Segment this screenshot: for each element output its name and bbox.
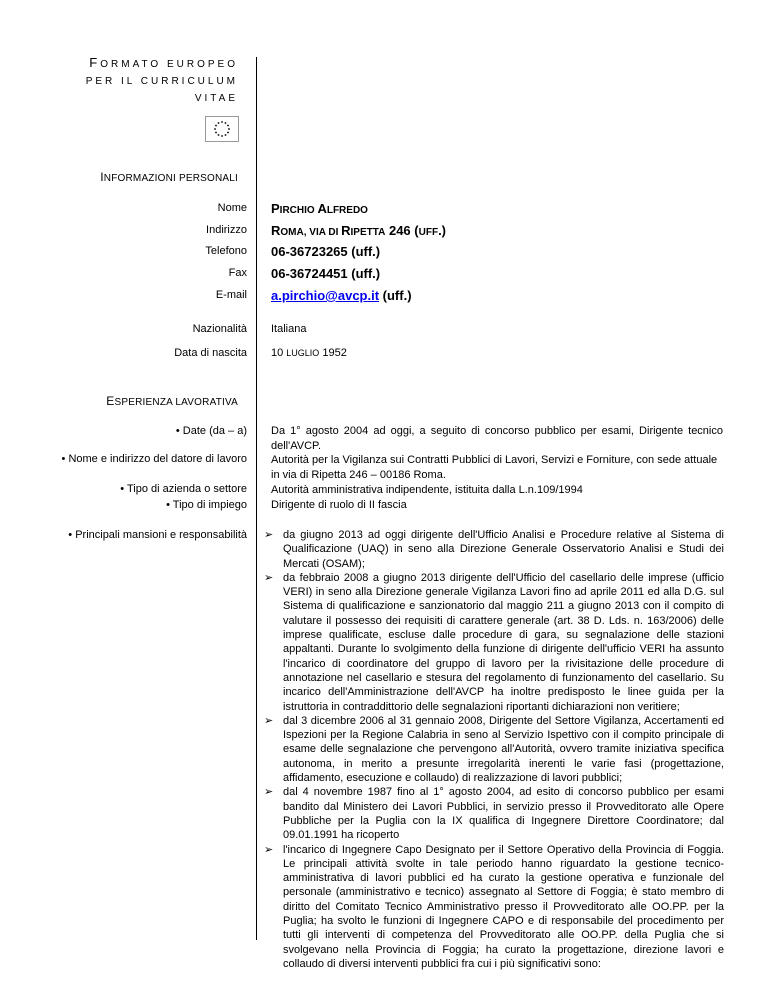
value-nazionalita: Italiana [271,323,307,335]
arrowhead-bullet-icon: ➢ [264,529,274,541]
label-mansioni: • Principali mansioni e responsabilità [68,529,247,541]
label-datore: • Nome e indirizzo del datore di lavoro [61,453,247,465]
column-divider [256,57,257,940]
value-data-nascita: 10 LUGLIO 1952 [271,347,347,359]
value-tipo-azienda: Autorità amministrativa indipendente, istituita dalla L.n.109/1994 [271,484,583,496]
value-date: Da 1° agosto 2004 ad oggi, a seguito di concorso pubblico per esami, Dirigente tecnico dell'AVCP. [271,425,723,452]
arrowhead-bullet-icon: ➢ [264,843,274,856]
arrowhead-bullet-icon: ➢ [264,786,274,799]
value-telefono: 06-36723265 (uff.) [271,244,381,259]
list-item: ➢ da febbraio 2008 a giugno 2013 dirigente dell'Ufficio del casellario delle imprese (ufficio VERI) in seno alla Direzione generale Vigilanza Lavori fino ad aprile 2011 ed alla D.G. sul Sistema di qualificazione e sanzionatorio dal maggio 211 a giugno 2013 con il compito di valutare il possesso dei requisiti di carattere generale (art. 38 D. Lds. n. 163/2006) delle imprese qualificate, escluse dalle procedure di gara, su segnalazione delle stazioni appaltanti. Durante lo svolgimento della funzione di dirigente dell'ufficio VERI ha assunto l'incarico di coordinatore del gruppo di lavoro per la rivisitazione delle procedure di annotazione nel casellario e stesura del regolamento di funzionamento del casellario. Su incarico dell'Amministrazione dell'AVCP ha inoltre predisposto le linee guida per la istruttoria in contraddittorio delle segnalazioni riportanti dichiarazioni non veritiere; [264,571,724,713]
section-personal-info: INFORMAZIONI PERSONALI [100,170,238,184]
section-work-experience: ESPERIENZA LAVORATIVA [106,394,238,408]
label-nazionalita: Nazionalità [192,323,247,335]
eu-flag-icon [205,116,239,142]
value-datore: Autorità per la Vigilanza sui Contratti Pubblici di Lavori, Servizi e Forniture, con sede attuale in via di Ripetta 246 – 00186 Roma. [271,454,718,481]
label-data-nascita: Data di nascita [174,347,247,359]
email-link[interactable]: a.pirchio@avcp.it [271,288,380,303]
title-initial: F [89,55,101,70]
label-fax: Fax [228,267,247,279]
label-tipo-impiego: • Tipo di impiego [166,499,247,511]
title-line-3: VITAE [194,93,238,104]
list-item: ➢ l'incarico di Ingegnere Capo Designato per il Settore Operativo della Provincia di Foggia. Le principali attività svolte in tale periodo hanno riguardato la gestione tecnico-amministrativa di lavori pubblici ed ha curato la gestione operativa e funzionale del personale (amministrativo e tecnico) assegnato al Settore di Foggia; è stato membro di diritto del Comitato Tecnico Amministrativo presso il Provveditorato alle OO.PP. per la Puglia; ha svolto le funzioni di Ingegnere CAPO e di responsabile del procedimento per tutti gli interventi di competenza del Provveditorato alle OO.PP. della Puglia che si svolgevano nella Provincia di Foggia; ha curato la progettazione, direzione lavori e collaudo di diversi interventi pubblici fra cui i più significativi sono: [264,843,724,970]
label-telefono: Telefono [205,245,247,257]
arrowhead-bullet-icon: ➢ [264,571,274,584]
list-item: ➢ da giugno 2013 ad oggi dirigente dell'Ufficio Analisi e Procedure relative al Sistema di Qualificazione (UAQ) in seno alla Direzione Generale Osservatorio Analisi e Studi dei Mercati (OSAM); [264,529,724,570]
value-email: a.pirchio@avcp.it (uff.) [271,288,412,303]
label-email: E-mail [215,289,247,301]
value-fax: 06-36724451 (uff.) [271,266,381,281]
document-title [86,54,238,107]
value-indirizzo: ROMA, VIA DI RIPETTA 246 (UFF.) [271,223,447,238]
list-item: ➢ dal 4 novembre 1987 fino al 1° agosto 2004, ad esito di concorso pubblico per esami bandito dal Ministero dei Lavori Pubblici, in servizio presso il Provveditorato alle Opere Pubbliche per la Puglia con la IX qualifica di Ingegnere Direttore Coordinatore; dal 09.01.1991 ha ricoperto [264,786,724,842]
label-nome: Nome [217,202,247,214]
arrowhead-bullet-icon: ➢ [264,714,274,727]
title-line-1: ORMATO EUROPEO [100,59,238,70]
value-tipo-impiego: Dirigente di ruolo di II fascia [271,499,407,511]
value-nome: PIRCHIO ALFREDO [271,201,368,216]
label-tipo-azienda: • Tipo di azienda o settore [120,483,247,495]
label-date: • Date (da – a) [175,425,247,437]
mansioni-list [264,528,724,971]
label-indirizzo: Indirizzo [206,224,247,236]
list-item: ➢ dal 3 dicembre 2006 al 31 gennaio 2008, Dirigente del Settore Vigilanza, Accertamenti ed Ispezioni per la Regione Calabria in seno al Servizio Ispettivo con il compito principale di esame delle segnalazione che pervengono all'Autorità, ovvero tramite iniziativa specifica autonoma, in merito a presunte irregolarità inerenti le varie fasi (progettazione, affidamento, esecuzione e collaudo) di realizzazione di lavori pubblici; [264,714,724,785]
title-line-2: PER IL CURRICULUM [85,76,238,87]
